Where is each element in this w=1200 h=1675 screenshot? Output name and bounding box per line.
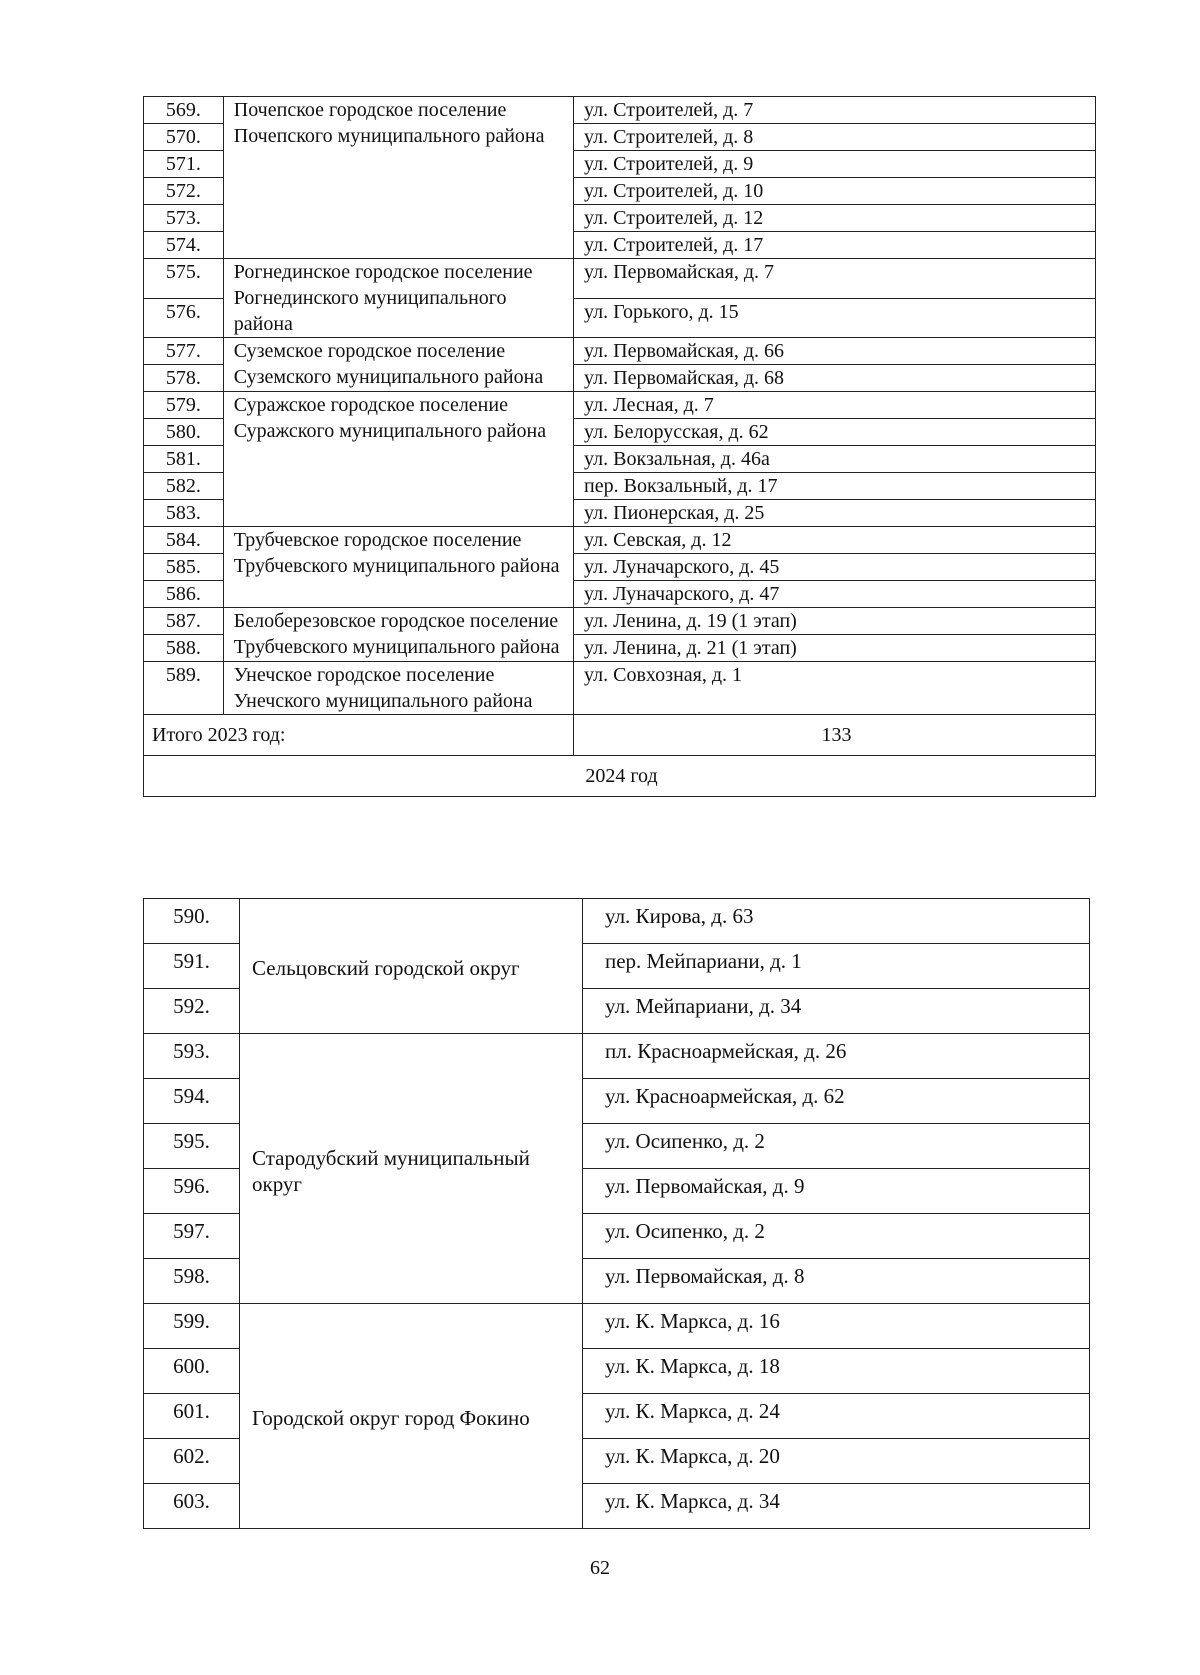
- municipality-name: Рогнединское городское поселение Рогнединского муниципального района: [223, 259, 573, 338]
- address: ул. Севская, д. 12: [574, 527, 1096, 554]
- row-number: 589.: [144, 662, 224, 715]
- year-header-row: [144, 756, 1096, 797]
- address: ул. Горького, д. 15: [574, 298, 1096, 338]
- municipality-name: Городской округ город Фокино: [240, 1304, 583, 1529]
- address: ул. Строителей, д. 7: [574, 97, 1096, 124]
- row-number: 591.: [144, 944, 240, 989]
- row-number: 571.: [144, 151, 224, 178]
- total-row: [144, 715, 1096, 756]
- address: ул. Строителей, д. 8: [574, 124, 1096, 151]
- row-number: 576.: [144, 298, 224, 338]
- municipality-name: Стародубский муниципальный округ: [240, 1034, 583, 1304]
- address: ул. Ленина, д. 21 (1 этап): [574, 635, 1096, 662]
- address: ул. К. Маркса, д. 34: [583, 1484, 1090, 1529]
- total-value: 133: [574, 715, 1096, 756]
- row-number: 585.: [144, 554, 224, 581]
- row-number: 587.: [144, 608, 224, 635]
- table-row: [144, 259, 1096, 299]
- address: ул. Первомайская, д. 66: [574, 338, 1096, 365]
- table-2024-body: [144, 899, 1090, 1529]
- address: ул. Луначарского, д. 47: [574, 581, 1096, 608]
- row-number: 574.: [144, 232, 224, 259]
- row-number: 597.: [144, 1214, 240, 1259]
- row-number: 598.: [144, 1259, 240, 1304]
- table-row: [144, 899, 1090, 944]
- row-number: 588.: [144, 635, 224, 662]
- address: ул. Кирова, д. 63: [583, 899, 1090, 944]
- row-number: 586.: [144, 581, 224, 608]
- row-number: 602.: [144, 1439, 240, 1484]
- address: ул. Ленина, д. 19 (1 этап): [574, 608, 1096, 635]
- address: ул. Совхозная, д. 1: [574, 662, 1096, 715]
- row-number: 569.: [144, 97, 224, 124]
- row-number: 579.: [144, 392, 224, 419]
- row-number: 595.: [144, 1124, 240, 1169]
- address: ул. Луначарского, д. 45: [574, 554, 1096, 581]
- row-number: 603.: [144, 1484, 240, 1529]
- row-number: 577.: [144, 338, 224, 365]
- address: пер. Мейпариани, д. 1: [583, 944, 1090, 989]
- row-number: 573.: [144, 205, 224, 232]
- table-2023: [143, 96, 1096, 797]
- address: ул. Строителей, д. 12: [574, 205, 1096, 232]
- address: ул. Первомайская, д. 7: [574, 259, 1096, 299]
- row-number: 575.: [144, 259, 224, 299]
- table-2024: [143, 898, 1090, 1529]
- address: ул. Первомайская, д. 68: [574, 365, 1096, 392]
- municipality-name: Сельцовский городской округ: [240, 899, 583, 1034]
- table-row: [144, 97, 1096, 124]
- year-label: 2024 год: [144, 756, 1096, 797]
- address: ул. К. Маркса, д. 20: [583, 1439, 1090, 1484]
- row-number: 600.: [144, 1349, 240, 1394]
- address: ул. Красноармейская, д. 62: [583, 1079, 1090, 1124]
- address: ул. Лесная, д. 7: [574, 392, 1096, 419]
- address: ул. Осипенко, д. 2: [583, 1124, 1090, 1169]
- table-row: [144, 527, 1096, 554]
- municipality-name: Трубчевское городское поселение Трубчевского муниципального района: [223, 527, 573, 608]
- row-number: 590.: [144, 899, 240, 944]
- municipality-name: Суземское городское поселение Суземского муниципального района: [223, 338, 573, 392]
- row-number: 581.: [144, 446, 224, 473]
- page-number: 62: [590, 1557, 610, 1579]
- municipality-name: Суражское городское поселение Суражского муниципального района: [223, 392, 573, 527]
- address: ул. Строителей, д. 9: [574, 151, 1096, 178]
- table-row: [144, 608, 1096, 635]
- address: ул. Строителей, д. 10: [574, 178, 1096, 205]
- row-number: 594.: [144, 1079, 240, 1124]
- row-number: 578.: [144, 365, 224, 392]
- municipality-name: Почепское городское поселение Почепского муниципального района: [223, 97, 573, 259]
- table-row: [144, 1034, 1090, 1079]
- table-row: [144, 662, 1096, 715]
- row-number: 572.: [144, 178, 224, 205]
- municipality-name: Унечское городское поселение Унечского муниципального района: [223, 662, 573, 715]
- address: ул. Белорусская, д. 62: [574, 419, 1096, 446]
- address: ул. Вокзальная, д. 46а: [574, 446, 1096, 473]
- row-number: 592.: [144, 989, 240, 1034]
- row-number: 599.: [144, 1304, 240, 1349]
- address: ул. Осипенко, д. 2: [583, 1214, 1090, 1259]
- address: пер. Вокзальный, д. 17: [574, 473, 1096, 500]
- table-2023-body: [144, 97, 1096, 797]
- row-number: 583.: [144, 500, 224, 527]
- table-row: [144, 338, 1096, 365]
- row-number: 582.: [144, 473, 224, 500]
- table-row: [144, 1304, 1090, 1349]
- total-label: Итого 2023 год:: [144, 715, 574, 756]
- address: ул. Первомайская, д. 8: [583, 1259, 1090, 1304]
- table-row: [144, 392, 1096, 419]
- municipality-name: Белоберезовское городское поселение Трубчевского муниципального района: [223, 608, 573, 662]
- row-number: 593.: [144, 1034, 240, 1079]
- address: ул. Строителей, д. 17: [574, 232, 1096, 259]
- address: ул. К. Маркса, д. 18: [583, 1349, 1090, 1394]
- address: ул. Мейпариани, д. 34: [583, 989, 1090, 1034]
- row-number: 596.: [144, 1169, 240, 1214]
- address: ул. Пионерская, д. 25: [574, 500, 1096, 527]
- row-number: 584.: [144, 527, 224, 554]
- address: ул. Первомайская, д. 9: [583, 1169, 1090, 1214]
- address: ул. К. Маркса, д. 16: [583, 1304, 1090, 1349]
- row-number: 570.: [144, 124, 224, 151]
- address: ул. К. Маркса, д. 24: [583, 1394, 1090, 1439]
- address: пл. Красноармейская, д. 26: [583, 1034, 1090, 1079]
- row-number: 601.: [144, 1394, 240, 1439]
- row-number: 580.: [144, 419, 224, 446]
